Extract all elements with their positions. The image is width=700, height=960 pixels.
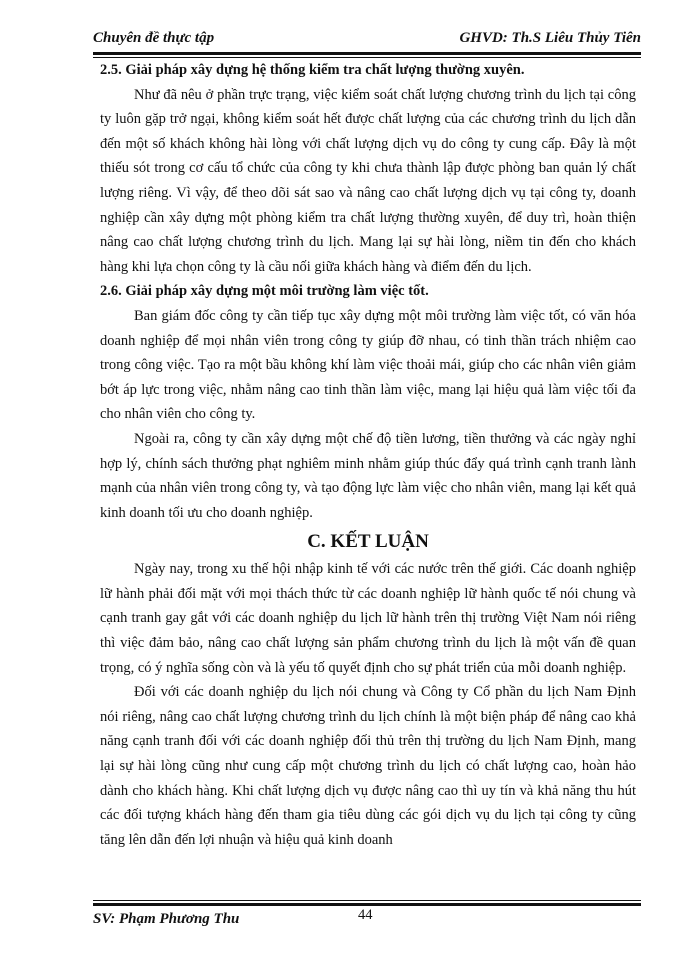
header-rule-thick xyxy=(93,52,641,55)
conclusion-title: C. KẾT LUẬN xyxy=(307,531,429,553)
section-heading-2-6: 2.6. Giải pháp xây dựng một môi trường làm việc tốt. xyxy=(100,283,429,300)
section-heading-2-5: 2.5. Giải pháp xây dựng hệ thống kiểm tra chất lượng thường xuyên. xyxy=(100,62,525,78)
page-body xyxy=(100,58,636,852)
header-document-type: Chuyên đề thực tập xyxy=(93,30,215,46)
page-header xyxy=(93,28,641,50)
footer-student-name: SV: Phạm Phương Thu xyxy=(93,911,240,927)
paragraph: Như đã nêu ở phần trực trạng, việc kiểm soát chất lượng chương trình du lịch tại công ty luôn gặp trở ngại, không kiểm soát hết được chất lượng của các chương trình du lịch dẫn đến một số khách không hài lòng với chất lượng dịch vụ do công ty cung cấp. Đây là một thiếu sót trong cơ cấu tổ chức của công ty khi chưa thành lập được phòng ban quản lý chất lượng riêng. Vì vậy, để theo dõi sát sao và nâng cao chất lượng dịch vụ tại công ty, doanh nghiệp cần xây dựng một phòng kiểm tra chất lượng thường xuyên, để duy trì, hoàn thiện nâng cao chất lượng chương trình du lịch. Mang lại sự hài lòng, niềm tin đến cho khách hàng khi lựa chọn công ty là cầu nối giữa khách hàng và điểm đến du lịch. xyxy=(100,86,636,275)
page-number: 44 xyxy=(358,907,373,923)
paragraph: Ngoài ra, công ty cần xây dựng một chế độ tiền lương, tiền thưởng và các ngày nghỉ hợp lý, chính sách thưởng phạt nghiêm minh nhằm giúp thúc đẩy quá trình cạnh tranh lành mạnh của nhân viên trong công ty, và tạo động lực làm việc cho nhân viên, mang lại kết quả kinh doanh tối ưu cho doanh nghiệp. xyxy=(100,430,636,521)
header-supervisor: GHVD: Th.S Liêu Thủy Tiên xyxy=(459,30,641,46)
paragraph: Ngày nay, trong xu thế hội nhập kinh tế với các nước trên thế giới. Các doanh nghiệp lữ hành phải đối mặt với mọi thách thức từ các doanh nghiệp lữ hành quốc tế nói chung và cạnh tranh gay gắt với các doanh nghiệp du lịch lữ hành trên thị trường Việt Nam nói riêng thì việc đảm bảo, nâng cao chất lượng sản phẩm chương trình du lịch là một vấn đề quan trọng, có ý nghĩa sống còn và là yếu tố quyết định cho sự phát triển của mỗi doanh nghiệp. xyxy=(100,561,636,676)
footer-rule-thin xyxy=(93,900,641,901)
page-footer xyxy=(93,905,641,925)
paragraph: Ban giám đốc công ty cần tiếp tục xây dựng một môi trường làm việc tốt, có văn hóa doanh nghiệp để mọi nhân viên trong công ty giúp đỡ nhau, có tinh thần trách nhiệm cao trong công việc. Tạo ra một bầu không khí làm việc thoải mái, giúp cho các nhân viên giảm bớt áp lực trong việc, nhằm nâng cao tinh thần làm việc, mang lại hiệu quả làm việc tối đa cho nhân viên cho công ty. xyxy=(100,307,636,423)
paragraph: Đối với các doanh nghiệp du lịch nói chung và Công ty Cổ phần du lịch Nam Định nói riêng, nâng cao chất lượng chương trình du lịch chính là một biện pháp để nâng cao khả năng cạnh tranh đối với các doanh nghiệp đối thủ trên thị trường du lịch Nam Định, mang lại sự hài lòng cũng như cung cấp một chương trình du lịch có chất lượng cao, hoàn hảo dành cho khách hàng. Khi chất lượng dịch vụ được nâng cao thì uy tín và khả năng thu hút các đối tượng khách hàng đến tham gia tiêu dùng các gói dịch vụ du lịch tại công ty cũng tăng lên dẫn đến lợi nhuận và hiệu quả kinh doanh xyxy=(100,684,636,848)
